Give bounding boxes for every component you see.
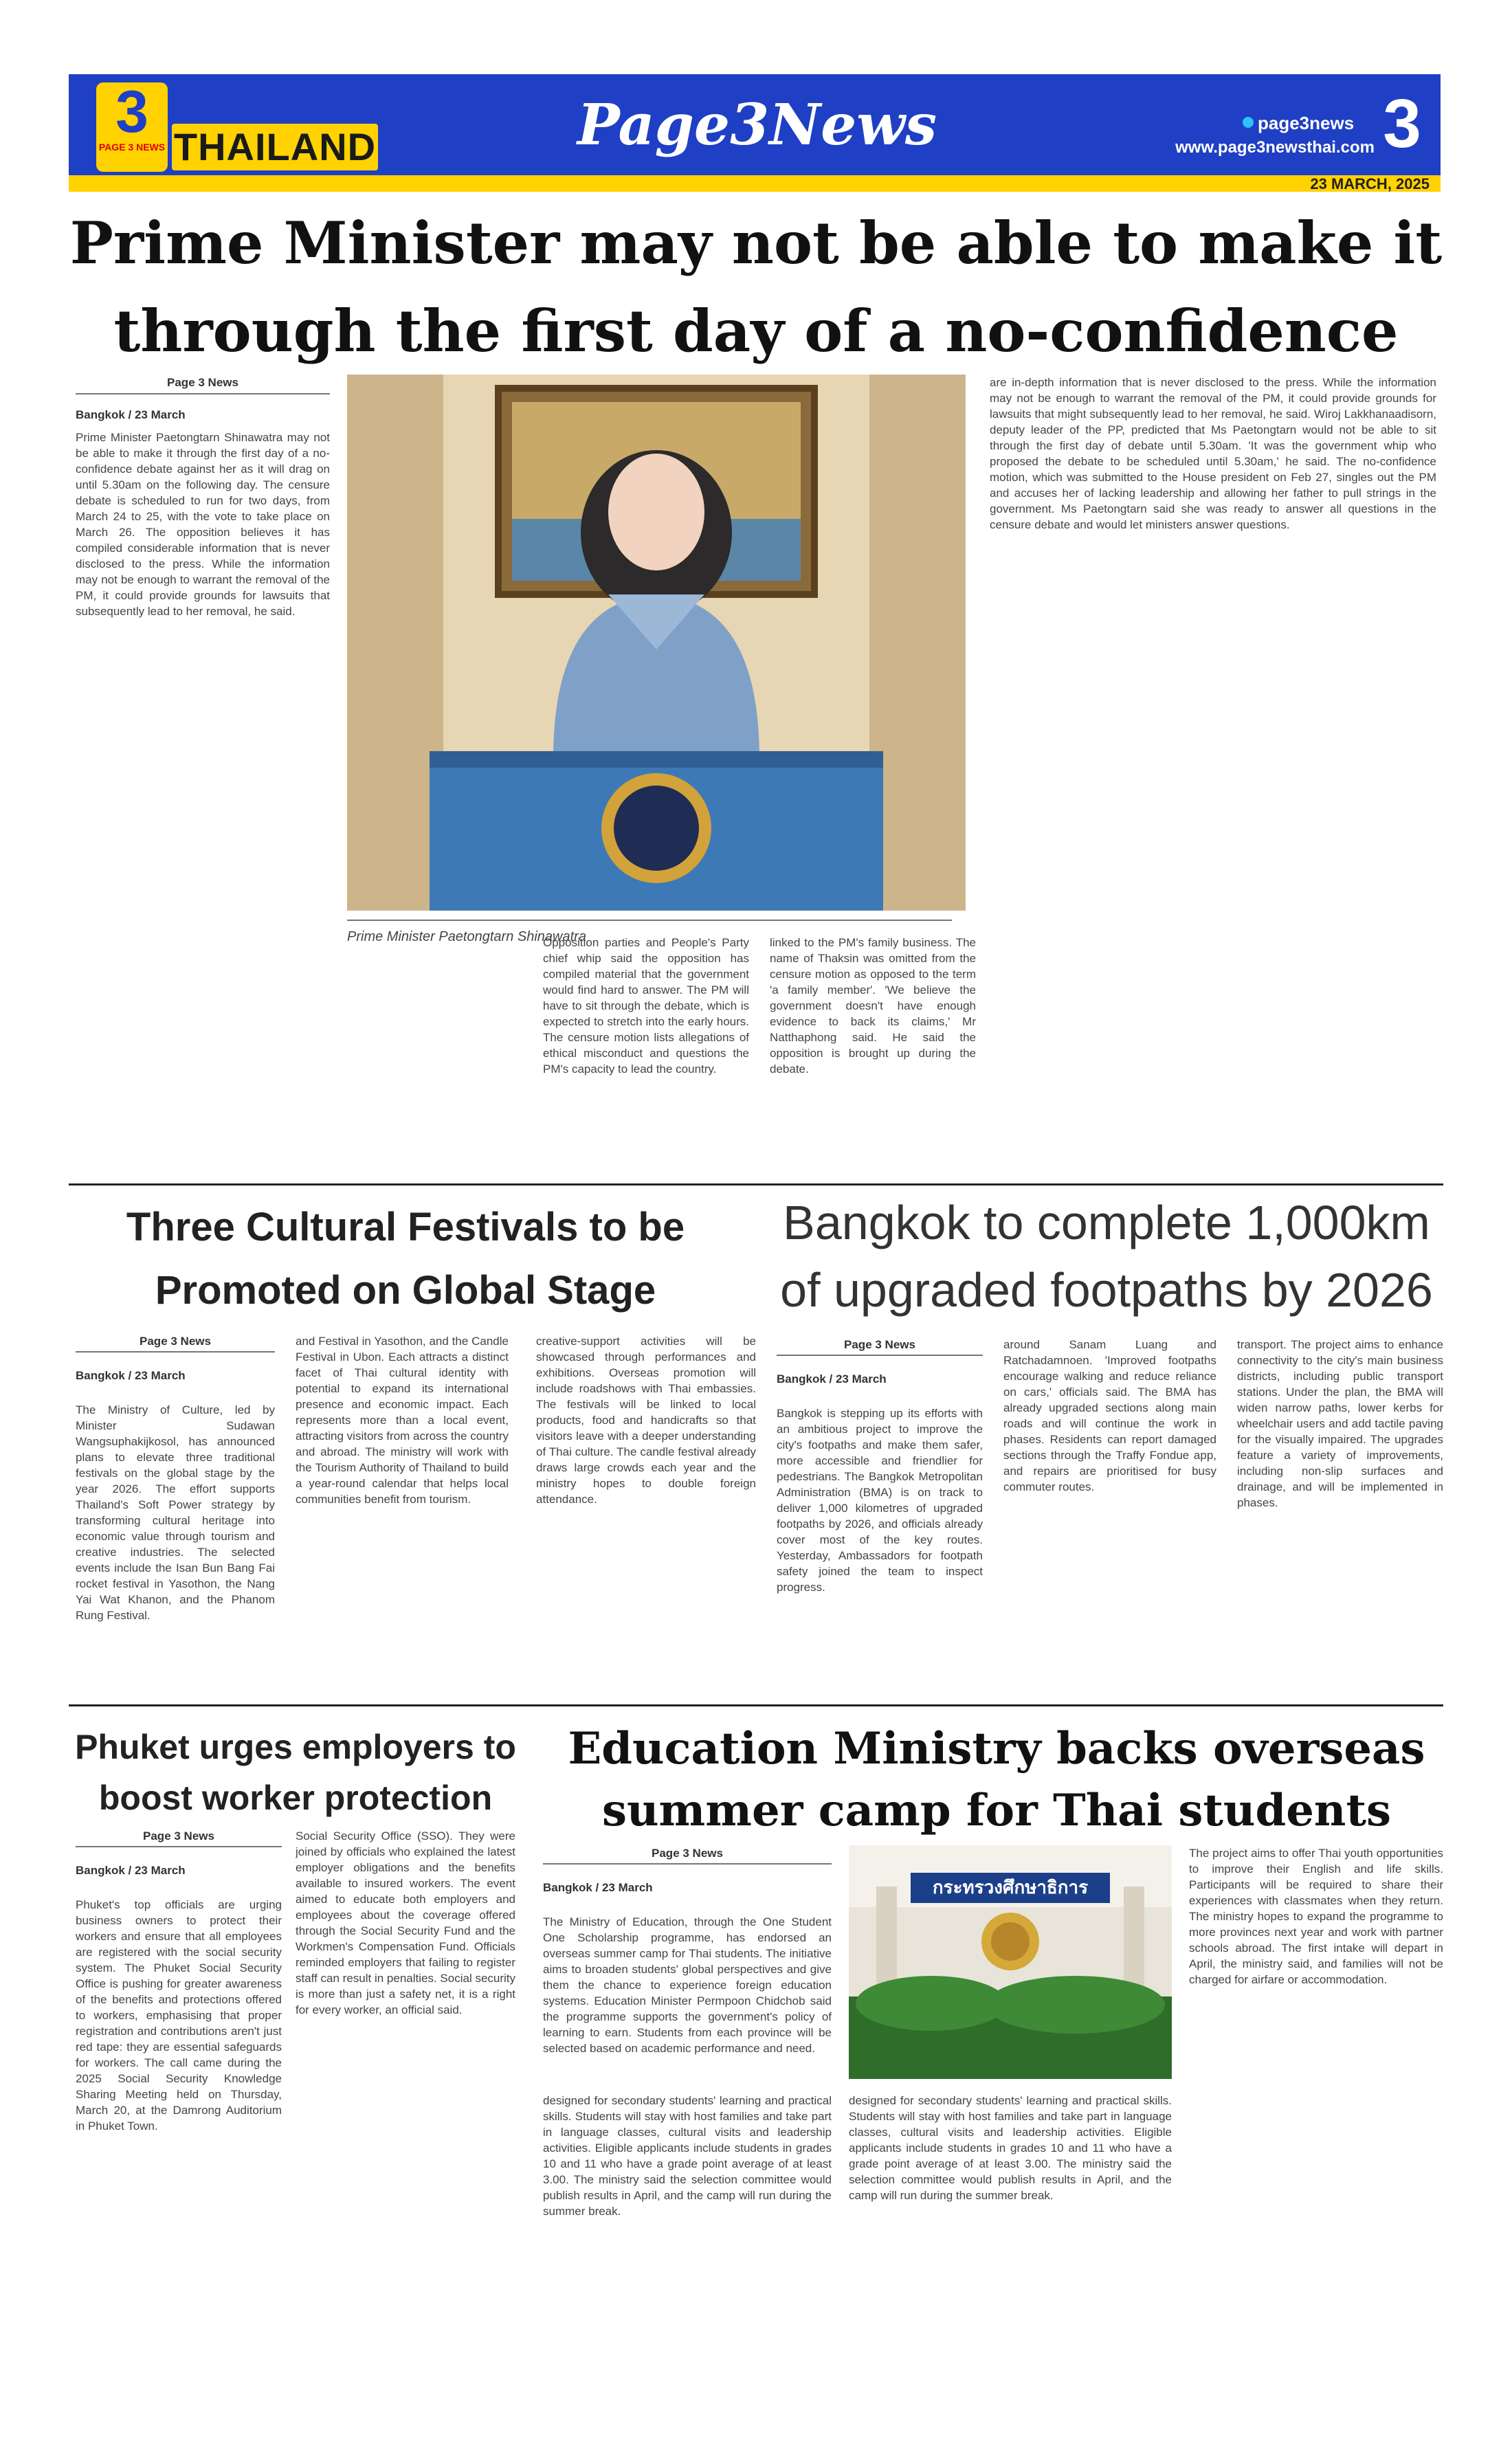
divider (76, 1846, 282, 1847)
education-dateline: Bangkok / 23 March (543, 1881, 653, 1894)
festivals-column-1: The Ministry of Culture, led by Minister Sudawan Wangsuphakijkosol, has announced plans to elevate three traditional festivals on the global stage by the year 2026. The effort supports Thailand's Soft Power strategy by transforming cultural heritage into economic value through tourism and creative industries. The selected events include the Isan Bun Bang Fai rocket festival in Yasothon, the Nang Yai Wat Khanon, and the Phanom Rung Festival. (76, 1403, 275, 1622)
phuket-headline[interactable]: Phuket urges employers to boost worker protection (75, 1728, 516, 1817)
divider (76, 393, 330, 394)
education-column-3: The project aims to offer Thai youth opportunities to improve their English and life skills. Participants will be required to share their experiences with classmates when they return. The ministry hopes to expand the programme to more provinces next year and work with partner schools abroad. The first intake will depart in April, the ministry said, and families will not be charged for airfare or accommodation. (1189, 1847, 1443, 1986)
phuket-column-2: Social Security Office (SSO). They were joined by officials who explained the latest employer obligations and the benefits available to insured workers. The event aimed to educate both employers and employees about the coverage offered through the Social Security Fund and the Workmen's Compensation Fund. Officials reminded employers that failing to register staff can result in penalties. Social security is more than just a safety net, it is a right for every worker, an official said. (296, 1829, 515, 2016)
page-number: 3 (1383, 85, 1421, 162)
festivals-headline[interactable]: Three Cultural Festivals to be Promoted on Global Stage (126, 1205, 685, 1313)
education-byline: Page 3 News (652, 1847, 723, 1860)
pm-photo-caption: Prime Minister Paetongtarn Shinawatra (347, 929, 586, 944)
footpaths-column-1: Bangkok is stepping up its efforts with an ambitious project to improve the city's footpaths and make them safer, more accessible and friendlier for pedestrians. The Bangkok Metropolitan Administration (BMA) is on track to deliver 1,000 kilometres of upgraded footpaths by 2026, and officials already cover most of the key routes. Yesterday, Ambassadors for footpath safety joined the team to inspect progress. (777, 1407, 983, 1594)
ministry-sign: กระทรวงศึกษาธิการ (932, 1878, 1089, 1898)
social-icon (1243, 117, 1254, 128)
festivals-column-3: creative-support activities will be showcased through performances and exhibitions. Overseas promotion will include roadshows with Thai embassies. The festivals will be linked to local products, food and handicrafts so that visitors leave with a deeper understanding of Thai culture. The candle festival already draws large crowds each year and the ministry hopes to double foreign attendance. (536, 1335, 756, 1506)
pm-byline: Page 3 News (167, 376, 238, 389)
pm-dateline: Bangkok / 23 March (76, 408, 186, 421)
footpaths-column-3: transport. The project aims to enhance connectivity to the city's main business districts, including public transport stations. Under the plan, the BMA will widen narrow paths, lower kerbs for wheelchair users and add tactile paving for the visually impaired. The upgrades feature a variety of improvements, including non-slip surfaces and drainage, and will be implemented in phases. (1237, 1338, 1443, 1509)
education-column-1: The Ministry of Education, through the One Student One Scholarship programme, has endorsed an overseas summer camp for Thai students. The initiative aims to broaden students' global perspectives and give them the chance to experience foreign education systems. Education Minister Permpoon Chidchob said the programme supports the government's policy of learning to earn. Students from each province will be selected based on academic performance and need. (543, 1915, 832, 2055)
festivals-dateline: Bangkok / 23 March (76, 1369, 186, 1382)
social-handle[interactable]: page3news (1258, 113, 1355, 133)
website-link[interactable]: www.page3newsthai.com (1175, 138, 1375, 157)
pm-column-3: linked to the PM's family business. The name of Thaksin was omitted from the censure motion as opposed to the term 'a family member'. 'We believe the government doesn't have enough evidence to back its claims,' Mr Natthaphong said. He said the opposition is brought up during the debate. (770, 936, 976, 1076)
pm-photo-illustration (347, 375, 966, 911)
pm-column-1: Prime Minister Paetongtarn Shinawatra may not be able to make it through the first day of a no-confidence debate against her as it will drag on until 5.30am on the following day. The censure debate is scheduled to run for two days, from March 24 to 25, with the vote to take place on March 26. The opposition believes it has compiled considerable information that is never disclosed to the press. While the information may not be enough to warrant the removal of the PM, it could provide grounds for lawsuits that subsequently lead to her removal, he said. (76, 431, 330, 618)
education-headline[interactable]: Education Ministry backs overseas summer camp for Thai students (568, 1723, 1425, 1836)
divider (76, 1351, 275, 1353)
logo-number: 3 (115, 79, 148, 145)
festivals-byline: Page 3 News (140, 1335, 211, 1348)
divider (777, 1355, 983, 1356)
ministry-photo (849, 1845, 1172, 2079)
education-column-2: designed for secondary students' learning and practical skills. Students will stay with host families and take part in language classes, cultural visits and leadership activities. Eligible applicants include students in grades 10 and 11 who have a grade point average of at least 3.00. The ministry said the selection committee would publish results in April, and the camp will run during the summer break. (543, 2094, 832, 2218)
country-tag: THAILAND (172, 124, 378, 170)
education-column-2b: designed for secondary students' learning and practical skills. Students will stay with host families and take part in language classes, cultural visits and leadership activities. Eligible applicants include students in grades 10 and 11 who have a grade point average of at least 3.00. The ministry said the selection committee would publish results in April, and the camp will run during the summer break. (849, 2094, 1172, 2202)
paper-name[interactable]: Page3News (577, 92, 937, 158)
footpaths-byline: Page 3 News (844, 1338, 915, 1351)
phuket-column-1: Phuket's top officials are urging business owners to protect their workers and ensure that all employees are registered with the social security system. The Phuket Social Security Office is pushing for greater awareness of the benefits and protections offered to workers, emphasising that proper registration and contributions aren't just red tape: they are essential safeguards for workers. The call came during the 2025 Social Security Knowledge Sharing Meeting held on Thursday, March 20, at the Damrong Auditorium in Phuket Town. (76, 1898, 282, 2133)
pm-photo (347, 375, 966, 911)
pm-column-2: Opposition parties and People's Party chief whip said the opposition has compiled material that the government would find hard to answer. The PM will have to sit through the debate, which is expected to stretch into the early hours. The censure motion lists allegations of ethical misconduct and questions the PM's capacity to lead the country. (543, 936, 749, 1076)
divider (543, 1863, 832, 1865)
pm-headline[interactable]: Prime Minister may not be able to make it through the first day of a no-confidence (69, 209, 1443, 365)
footpaths-headline[interactable]: Bangkok to complete 1,000km of upgraded footpaths by 2026 (780, 1196, 1433, 1317)
logo-sub: PAGE 3 NEWS (98, 142, 166, 153)
paper-logo[interactable] (96, 79, 168, 172)
issue-date: 23 MARCH, 2025 (1310, 175, 1430, 192)
footpaths-column-2: around Sanam Luang and Ratchadamnoen. 'Improved footpaths encourage walking and reduce reliance on cars,' officials said. The BMA has already upgraded sections along main roads and will continue the work in phases. Residents can report damaged sections through the Traffy Fondue app, and repairs are prioritised for busy commuter routes. (1003, 1338, 1216, 1493)
festivals-column-2: and Festival in Yasothon, and the Candle Festival in Ubon. Each attracts a distinct facet of Thai cultural identity with potential to expand its international presence and economic impact. Each represents more than a local event, attracting visitors from across the country and abroad. The ministry will work with the Tourism Authority of Thailand to build a year-round calendar that helps local communities benefit from tourism. (296, 1335, 509, 1506)
section-divider (69, 1183, 1443, 1186)
footpaths-dateline: Bangkok / 23 March (777, 1372, 887, 1386)
phuket-byline: Page 3 News (143, 1829, 214, 1843)
section-divider (69, 1704, 1443, 1706)
phuket-dateline: Bangkok / 23 March (76, 1864, 186, 1877)
pm-column-4: are in-depth information that is never disclosed to the press. While the information may not be enough to warrant the removal of the PM, it could provide grounds for lawsuits that might subsequently lead to her removal, he said. Wiroj Lakkhanaadisorn, deputy leader of the PP, predicted that Ms Paetongtarn would not be able to sit through the first day of debate until 5.30am. 'It was the government whip who proposed the debate to be scheduled until 5.30am,' he said. The no-confidence motion, which was submitted to the House president on Feb 27, singles out the PM and accuses her of lacking leadership and allowing her father to pull strings in the government. Ms Paetongtarn said she was ready to answer all questions in the censure debate and would let ministers answer questions. (990, 376, 1436, 531)
